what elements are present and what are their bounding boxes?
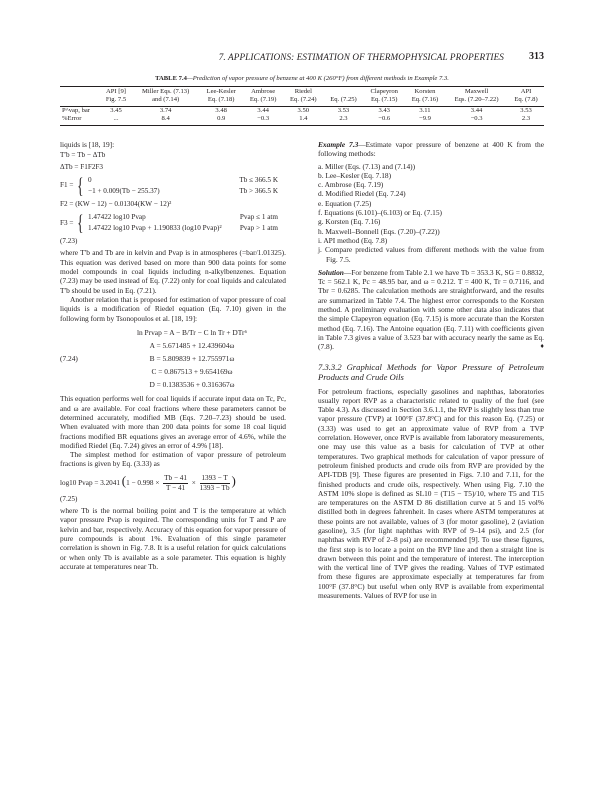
- row-label: P^vap, bar: [62, 106, 90, 114]
- paren-close-symbol: ): [231, 472, 236, 488]
- list-item: b. Lee–Kesler (Eq. 7.18): [318, 170, 392, 180]
- table-cell: 3.50: [297, 106, 310, 114]
- paragraph: where T′b and Tb are in kelvin and Pvap is in atmospheres (=bar/1.01325). This equation was derived based on more than 900 data points for some model compounds in coal liquids including n-alkylbenzenes. Equation (7.23) may be used instead of Eq. (7.22) only for coal liquids and calculated T′b should be used in Eq. (7.21).: [60, 248, 286, 295]
- equation-number-7-25: (7.25): [60, 494, 78, 503]
- table-cell: 3.44: [470, 106, 483, 114]
- method-header: API: [508, 87, 544, 97]
- list-item: e. Equation (7.25): [318, 198, 372, 208]
- method-header: [323, 87, 363, 97]
- table-cell: 3.45: [110, 106, 122, 114]
- f3-case-2: 1.47422 log10 Pvap + 1.190833 (log10 Pvap)²: [88, 224, 222, 233]
- table-cell: 1.4: [283, 115, 323, 125]
- list-item: d. Modified Riedel (Eq. 7.24): [318, 189, 406, 199]
- equation-number-7-23: (7.23): [60, 237, 78, 246]
- table-cell: 0.9: [199, 115, 243, 125]
- table-corner-cell: [60, 96, 100, 106]
- equation-a: A = 5.671485 + 12.439604ω: [149, 341, 235, 351]
- table-cell: 3.53: [520, 106, 532, 114]
- example-text: —Estimate vapor pressure of benzene at 400 K from the following methods:: [318, 140, 544, 159]
- fraction-2: [200, 474, 230, 493]
- equation-f3: [60, 212, 286, 234]
- method-header: API [9]: [100, 87, 132, 97]
- method-header: Miller Eqs. (7.13): [132, 87, 199, 97]
- method-ref: Eq. (7.19): [243, 96, 283, 106]
- solution-label: Solution: [318, 267, 344, 277]
- list-item: a. Miller (Eqs. (7.13) and (7.14)): [318, 161, 416, 171]
- f3-case-1: 1.47422 log10 Pvap: [88, 213, 146, 222]
- equation-f2: F2 = (KW − 12) − 0.01304(KW − 12)²: [60, 199, 172, 208]
- f1-case-1: 0: [88, 175, 92, 184]
- right-column: [318, 140, 544, 600]
- list-item: i. API method (Eq. 7.8): [318, 235, 388, 245]
- equation-b: B = 5.809839 + 12.755971ω: [149, 353, 235, 363]
- table-cell: 2.3: [323, 115, 363, 125]
- row-label: %Error: [60, 115, 100, 125]
- list-item: g. Korsten (Eq. 7.16): [318, 217, 381, 227]
- table-ref-row: [60, 96, 544, 106]
- paragraph: This equation performs well for coal liquids if accurate input data on Tc, Pc, and ω are available. For coal fractions where these parameters cannot be determined accurately, modified MB (Eqs. 7.20–7.23) should be used. When evaluated with more than 200 data points for some 18 coal liquid fractions modified BR equations gives an average error of 4.6%, while the modified Riedel (Eq. 7.24) gives an error of 4.9% [18].: [60, 394, 286, 450]
- paren-open-symbol: (: [121, 472, 127, 488]
- f1-label: F1 =: [60, 181, 74, 190]
- equation-riedel-block: [60, 325, 286, 392]
- method-ref: Eq. (7.16): [405, 96, 445, 106]
- method-list: [318, 162, 544, 264]
- method-ref: Eq. (7.8): [508, 96, 544, 106]
- table-corner-cell: [60, 87, 100, 97]
- running-head-title: 7. APPLICATIONS: ESTIMATION OF THERMOPHYSICAL PROPERTIES: [218, 52, 504, 62]
- page-number: 313: [529, 51, 544, 62]
- example-label: Example 7.3: [318, 140, 359, 149]
- table-label: TABLE 7.4: [155, 75, 187, 82]
- f3-label: F3 =: [60, 218, 74, 227]
- f1-condition-1: Tb ≤ 366.5 K: [239, 175, 279, 184]
- paragraph: The simplest method for estimation of vapor pressure of petroleum fractions is given by Eq. (3.33) as: [60, 450, 286, 469]
- equation-simple-vapor-pressure: [60, 474, 286, 493]
- method-header: Maxwell: [445, 87, 508, 97]
- equation-f1: [60, 172, 286, 198]
- table-caption: [60, 75, 544, 82]
- left-column: [60, 140, 286, 571]
- solution-paragraph: [318, 268, 544, 352]
- equation-d: D = 0.1383536 + 0.316367ω: [149, 379, 235, 389]
- method-ref: Eq. (7.18): [199, 96, 243, 106]
- equation-riedel: ln Prvap = A − B/Tr − C ln Tr + DTr⁶: [136, 328, 248, 338]
- method-header: Clapeyron: [364, 87, 405, 97]
- method-ref: Eq. (7.25): [323, 96, 363, 106]
- equation-mid: 1 − 0.998 ×: [126, 478, 160, 487]
- list-item: f. Equations (6.101)–(6.103) or Eq. (7.15): [318, 208, 442, 218]
- table-header-row: [60, 87, 544, 97]
- table-cell: −0.3: [445, 115, 508, 125]
- equation-tb-corrected: T′b = Tb − ΔTb: [60, 151, 106, 160]
- table-cell: −0.6: [364, 115, 405, 125]
- list-item: j. Compare predicted values from different methods with the value from Fig. 7.5.: [318, 245, 544, 264]
- left-brace-symbol: {: [77, 172, 84, 198]
- fraction-numerator: 1393 − T: [201, 473, 228, 482]
- f3-condition-1: Pvap ≤ 1 atm: [239, 213, 279, 222]
- left-brace-symbol: {: [77, 210, 84, 236]
- table-cell: 8.4: [132, 115, 199, 125]
- section-heading: 7.3.3.2 Graphical Methods for Vapor Pressure of Petroleum Products and Crude Oils: [318, 361, 544, 383]
- equation-number-7-24: (7.24): [60, 353, 78, 363]
- table-cell: 3.43: [378, 106, 390, 114]
- equation-delta-tb: ΔTb = F1F2F3: [60, 162, 104, 171]
- table-row: [60, 106, 544, 115]
- table-cell: 2.3: [508, 115, 544, 125]
- method-ref: Fig. 7.5: [100, 96, 132, 106]
- fraction-numerator: Tb − 41: [164, 473, 187, 482]
- equation-c: C = 0.867513 + 9.654169ω: [151, 366, 233, 376]
- table-row: [60, 115, 544, 125]
- table-cell: 3.44: [257, 106, 269, 114]
- method-ref: Eq. (7.24): [283, 96, 323, 106]
- method-ref: Eq. (7.15): [364, 96, 405, 106]
- paragraph: liquids is [18, 19]:: [60, 140, 115, 149]
- method-header: Korsten: [405, 87, 445, 97]
- list-item: c. Ambrose (Eq. 7.19): [318, 180, 384, 190]
- fraction-1: [163, 474, 188, 493]
- solution-text: —For benzene from Table 2.1 we have Tb = 353.3 K, SG = 0.8832, Tc = 562.1 K, Pc = 48.95 bar, and ω = 0.212. T = 400 K, Tr = 0.7116, and Tbr = 0.6285. The calculation methods are straightforward, and the results are summarized in Table 7.4. The highest error corresponds to the Korsten method. A preliminary evaluation with some other data also indicates that the simple Clapeyron equation (Eq. 7.15) is more accurate than the Korsten method (Eq. 7.16). The Antoine equation (Eq. 7.11) with coefficients given in Table 7.3 gives a value of 3.523 bar with accuracy nearly the same as Eq. (7.8).: [318, 267, 544, 352]
- end-of-example-diamond-icon: ♦: [540, 342, 544, 351]
- times-symbol: ×: [191, 478, 196, 487]
- table-cell: −0.3: [243, 115, 283, 125]
- list-item: h. Maxwell–Bonnell (Eqs. (7.20)–(7.22)): [318, 226, 440, 236]
- vapor-pressure-table: [60, 86, 544, 126]
- f3-condition-2: Pvap > 1 atm: [239, 224, 279, 233]
- table-cell: 3.11: [419, 106, 431, 114]
- fraction-denominator: T − 41: [166, 483, 186, 492]
- method-header: Lee-Kesler: [199, 87, 243, 97]
- method-header: Riedel: [283, 87, 323, 97]
- table-cell: 3.74: [159, 106, 172, 114]
- method-ref: Eqs. (7.20–7.22): [445, 96, 508, 106]
- method-ref: and (7.14): [132, 96, 199, 106]
- paragraph: where Tb is the normal boiling point and T is the temperature at which vapor pressure Pvap is required. The corresponding units for T and P are kelvin and bar, respectively. Accuracy of this equation for vapor pressure of pure compounds is about 1%. Evaluation of this single parameter correlation is shown in Fig. 7.8. It is a useful relation for quick calculations or when only Tb is available as a sole parameter. This equation is highly accurate at temperatures near Tb.: [60, 506, 286, 571]
- fraction-denominator: 1393 − Tb: [199, 483, 230, 492]
- f1-case-2: −1 + 0.009(Tb − 255.37): [88, 186, 160, 195]
- table-caption-text: —Prediction of vapor pressure of benzene at 400 K (260°F) from different methods in Example 7.3.: [186, 75, 449, 82]
- paragraph: Another relation that is proposed for estimation of vapor pressure of coal liquids is a modification of Riedel equation (Eq. 7.10) given in the following form by Tsonopoulos et al. [18, 19]:: [60, 294, 286, 323]
- running-head: [60, 52, 544, 66]
- equation-lhs: log10 Pvap = 3.2041: [60, 478, 120, 487]
- table-cell: 3.53: [337, 106, 350, 114]
- table-cell: ...: [100, 115, 132, 125]
- paragraph: For petroleum fractions, especially gasolines and naphthas, laboratories usually report RVP as a characteristic related to quality of the fuel (see Table 4.3). As discussed in Section 3.6.1.1, the RVP is slightly less than true vapor pressure (TVP) at 100°F (37.8°C) and for this reason Eq. (7.25) or (3.33) was used to get an approximate value of RVP from a TVP correlation. However, once RVP is available from laboratory measurements, one may use this value as a basis for calculation of TVP at other temperatures. Two graphical methods for calculation of vapor pressure of petroleum finished products and crude oils from RVP are provided by the API-TDB [9]. These figures are presented in Figs. 7.10 and 7.11, for the finished products and crude oils, respectively. When using Fig. 7.10 the ASTM 10% slope is defined as SL10 = (T15 − T5)/10, where T5 and T15 are temperatures on the ASTM D 86 distillation curve at 5 and 15 vol% distilled both in degrees fahrenheit. In cases where ASTM temperatures at these points are not available, values of 3 (for motor gasoline), 2 (aviation gasoline), 3.5 (for light naphthas with RVP of 9–14 psi), and 2.5 (for naphthas with RVP of 2–8 psi) are recommended [9]. To use these figures, the first step is to locate a point on the RVP line and then a straight line is drawn between this point and the temperature of interest. The interception with the vertical line of TVP gives the reading. Values of TVP estimated from these figures are approximate especially at temperatures far from 100°F (37.8°C) but useful when only RVP is available from experimental measurements. Values of RVP for use in: [318, 386, 544, 601]
- table-cell: 3.48: [215, 106, 227, 114]
- example-paragraph: [318, 140, 544, 159]
- f1-condition-2: Tb > 366.5 K: [239, 186, 279, 195]
- method-header: Ambrose: [243, 87, 283, 97]
- table-cell: −9.9: [405, 115, 445, 125]
